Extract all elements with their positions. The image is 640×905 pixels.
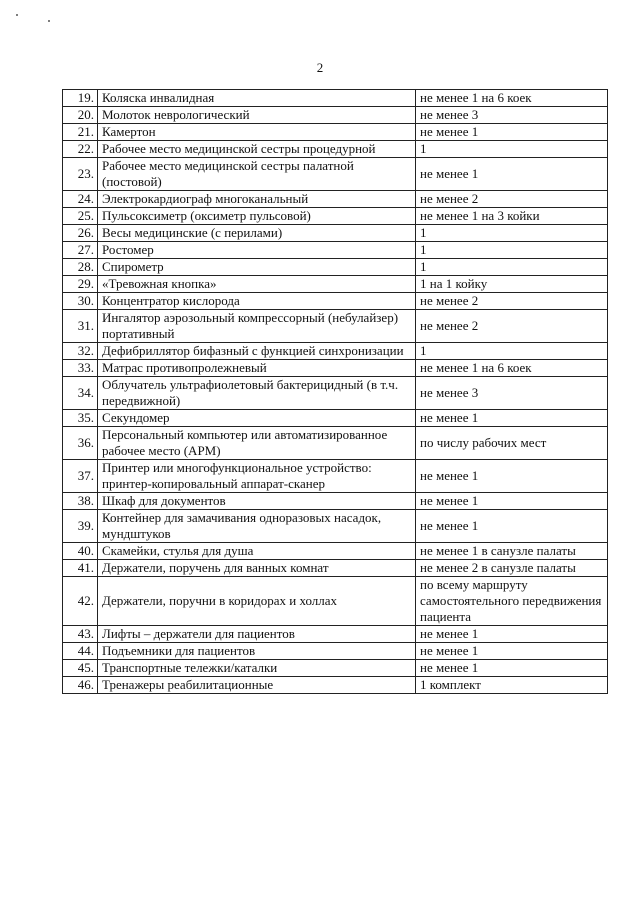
item-quantity: не менее 1 xyxy=(416,410,608,427)
item-quantity: 1 комплект xyxy=(416,677,608,694)
row-number: 40. xyxy=(63,543,98,560)
row-number: 27. xyxy=(63,242,98,259)
item-name: Контейнер для замачивания одноразовых насадок, мундштуков xyxy=(98,510,416,543)
item-quantity: не менее 2 в санузле палаты xyxy=(416,560,608,577)
row-number: 31. xyxy=(63,310,98,343)
item-name: Облучатель ультрафиолетовый бактерицидный (в т.ч. передвижной) xyxy=(98,377,416,410)
item-quantity: 1 xyxy=(416,141,608,158)
row-number: 25. xyxy=(63,208,98,225)
row-number: 36. xyxy=(63,427,98,460)
table-row xyxy=(63,410,608,427)
item-quantity: не менее 3 xyxy=(416,377,608,410)
row-number: 34. xyxy=(63,377,98,410)
table-row xyxy=(63,124,608,141)
table-row xyxy=(63,643,608,660)
item-name: Подъемники для пациентов xyxy=(98,643,416,660)
item-name: Камертон xyxy=(98,124,416,141)
row-number: 21. xyxy=(63,124,98,141)
item-quantity: 1 xyxy=(416,259,608,276)
table-row xyxy=(63,141,608,158)
item-quantity: не менее 3 xyxy=(416,107,608,124)
row-number: 29. xyxy=(63,276,98,293)
item-name: Спирометр xyxy=(98,259,416,276)
page-number: 2 xyxy=(316,60,324,75)
table-row xyxy=(63,460,608,493)
item-name: Секундомер xyxy=(98,410,416,427)
item-name: Шкаф для документов xyxy=(98,493,416,510)
item-name: Ростомер xyxy=(98,242,416,259)
equipment-table xyxy=(62,89,608,694)
row-number: 44. xyxy=(63,643,98,660)
table-row xyxy=(63,493,608,510)
scan-artifact xyxy=(48,20,50,22)
item-name: Рабочее место медицинской сестры палатной (постовой) xyxy=(98,158,416,191)
row-number: 42. xyxy=(63,577,98,626)
row-number: 35. xyxy=(63,410,98,427)
item-name: Концентратор кислорода xyxy=(98,293,416,310)
table-row xyxy=(63,242,608,259)
item-name: Рабочее место медицинской сестры процедурной xyxy=(98,141,416,158)
item-name: Весы медицинские (с перилами) xyxy=(98,225,416,242)
table-row xyxy=(63,90,608,107)
table-row xyxy=(63,626,608,643)
item-quantity: 1 xyxy=(416,343,608,360)
table-row xyxy=(63,360,608,377)
item-quantity: 1 xyxy=(416,242,608,259)
item-quantity: не менее 1 xyxy=(416,460,608,493)
item-name: Лифты – держатели для пациентов xyxy=(98,626,416,643)
item-quantity: не менее 1 xyxy=(416,510,608,543)
item-name: Тренажеры реабилитационные xyxy=(98,677,416,694)
row-number: 46. xyxy=(63,677,98,694)
table-row xyxy=(63,158,608,191)
item-name: Коляска инвалидная xyxy=(98,90,416,107)
item-name: Держатели, поручень для ванных комнат xyxy=(98,560,416,577)
item-name: Персональный компьютер или автоматизированное рабочее место (АРМ) xyxy=(98,427,416,460)
row-number: 23. xyxy=(63,158,98,191)
table-row xyxy=(63,259,608,276)
item-name: Скамейки, стулья для душа xyxy=(98,543,416,560)
item-name: Пульсоксиметр (оксиметр пульсовой) xyxy=(98,208,416,225)
item-name: Транспортные тележки/каталки xyxy=(98,660,416,677)
item-name: Матрас противопролежневый xyxy=(98,360,416,377)
item-name: Дефибриллятор бифазный с функцией синхронизации xyxy=(98,343,416,360)
table-row xyxy=(63,577,608,626)
table-row xyxy=(63,343,608,360)
equipment-table-body xyxy=(63,90,608,694)
row-number: 39. xyxy=(63,510,98,543)
table-row xyxy=(63,660,608,677)
item-quantity: 1 xyxy=(416,225,608,242)
row-number: 32. xyxy=(63,343,98,360)
table-row xyxy=(63,208,608,225)
table-row xyxy=(63,677,608,694)
item-quantity: не менее 2 xyxy=(416,191,608,208)
item-name: Принтер или многофункциональное устройство: принтер-копировальный аппарат-сканер xyxy=(98,460,416,493)
scan-artifact xyxy=(16,14,18,16)
row-number: 45. xyxy=(63,660,98,677)
item-quantity: не менее 1 в санузле палаты xyxy=(416,543,608,560)
table-row xyxy=(63,377,608,410)
item-quantity: не менее 1 xyxy=(416,124,608,141)
row-number: 37. xyxy=(63,460,98,493)
item-name: Молоток неврологический xyxy=(98,107,416,124)
table-row xyxy=(63,560,608,577)
table-row xyxy=(63,191,608,208)
row-number: 38. xyxy=(63,493,98,510)
item-quantity: не менее 1 на 3 койки xyxy=(416,208,608,225)
item-quantity: не менее 1 на 6 коек xyxy=(416,90,608,107)
table-row xyxy=(63,276,608,293)
row-number: 19. xyxy=(63,90,98,107)
item-quantity: не менее 1 xyxy=(416,660,608,677)
item-name: Электрокардиограф многоканальный xyxy=(98,191,416,208)
item-name: «Тревожная кнопка» xyxy=(98,276,416,293)
row-number: 24. xyxy=(63,191,98,208)
table-row xyxy=(63,510,608,543)
item-quantity: не менее 1 xyxy=(416,493,608,510)
item-name: Ингалятор аэрозольный компрессорный (небулайзер) портативный xyxy=(98,310,416,343)
item-quantity: по числу рабочих мест xyxy=(416,427,608,460)
row-number: 30. xyxy=(63,293,98,310)
row-number: 20. xyxy=(63,107,98,124)
row-number: 41. xyxy=(63,560,98,577)
item-quantity: не менее 1 на 6 коек xyxy=(416,360,608,377)
row-number: 33. xyxy=(63,360,98,377)
table-row xyxy=(63,107,608,124)
table-row xyxy=(63,225,608,242)
item-name: Держатели, поручни в коридорах и холлах xyxy=(98,577,416,626)
row-number: 43. xyxy=(63,626,98,643)
row-number: 22. xyxy=(63,141,98,158)
item-quantity: по всему маршруту самостоятельного передвижения пациента xyxy=(416,577,608,626)
item-quantity: не менее 1 xyxy=(416,643,608,660)
item-quantity: не менее 2 xyxy=(416,293,608,310)
item-quantity: не менее 2 xyxy=(416,310,608,343)
table-row xyxy=(63,310,608,343)
item-quantity: 1 на 1 койку xyxy=(416,276,608,293)
item-quantity: не менее 1 xyxy=(416,158,608,191)
item-quantity: не менее 1 xyxy=(416,626,608,643)
row-number: 26. xyxy=(63,225,98,242)
table-row xyxy=(63,427,608,460)
row-number: 28. xyxy=(63,259,98,276)
table-row xyxy=(63,543,608,560)
table-row xyxy=(63,293,608,310)
